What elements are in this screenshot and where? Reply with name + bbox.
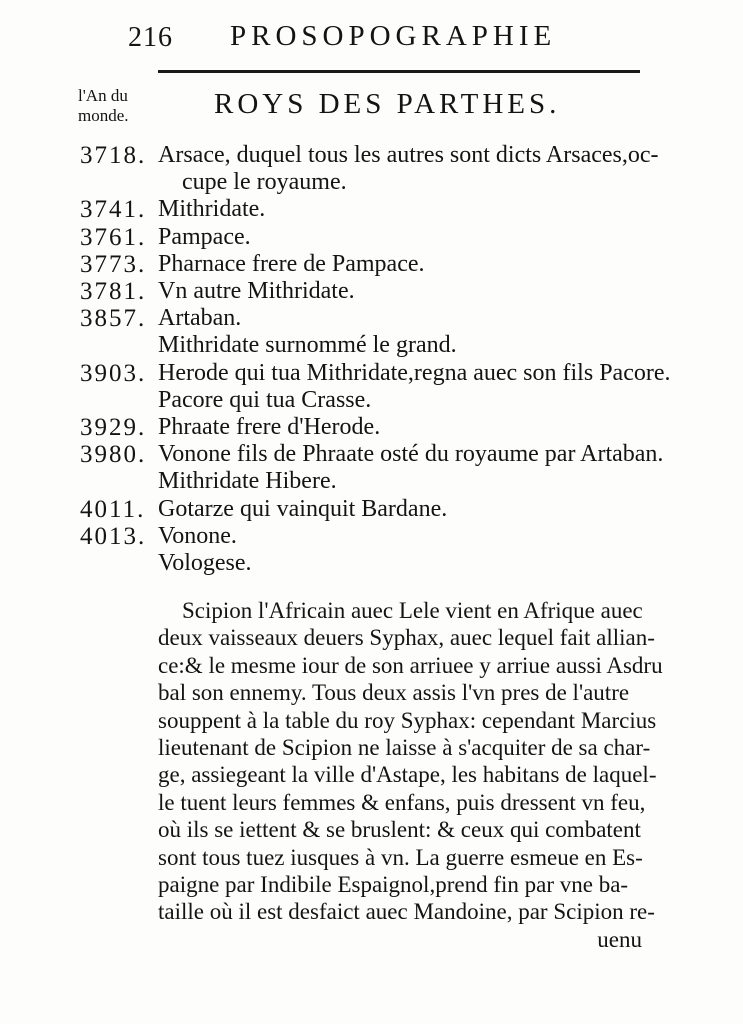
year-label: 3718. [80, 142, 147, 169]
entry-text: Vonone. [158, 522, 237, 549]
catchword: uenu [597, 926, 642, 952]
header-rule [158, 70, 640, 73]
paragraph-line: bal son ennemy. Tous deux assis l'vn pres de l'autre [158, 680, 630, 706]
paragraph-line: ge, assiegeant la ville d'Astape, les habitans de laquel- [158, 762, 657, 788]
chronology-row [0, 332, 743, 360]
paragraph-line: ce:& le mesme iour de son arriuee y arriue aussi Asdru [158, 652, 663, 678]
chronology-row [0, 251, 743, 279]
chronology-row [0, 441, 743, 469]
chronology-row [0, 387, 743, 415]
chronology-row [0, 224, 743, 252]
entry-text: Vonone fils de Phraate osté du royaume par Artaban. [158, 441, 664, 468]
chronology-row [0, 523, 743, 551]
margin-note-line: monde. [78, 106, 129, 125]
entry-text: cupe le royaume. [182, 169, 347, 196]
page-number: 216 [128, 22, 173, 53]
chronology-row [0, 550, 743, 578]
paragraph-line: paigne par Indibile Espaignol,prend fin par vne ba- [158, 872, 629, 897]
paragraph-line: taille où il est desfaict auec Mandoine, par Scipion re- [158, 899, 655, 925]
chronology-row [0, 414, 743, 442]
entry-text: Arsace, duquel tous les autres sont dicts Arsaces,oc- [158, 142, 659, 168]
entry-text: Pampace. [158, 223, 251, 250]
chronology-row [0, 360, 743, 388]
running-title: PROSOPOGRAPHIE [230, 20, 557, 52]
chronology-row [0, 142, 743, 170]
paragraph-line: souppent à la table du roy Syphax: cependant Marcius [158, 707, 657, 733]
paragraph-line: le tuent leurs femmes & enfans, puis dressent vn feu, [158, 789, 646, 815]
entry-text: Phraate frere d'Herode. [158, 414, 381, 440]
year-label: 3903. [80, 359, 147, 387]
year-label: 4011. [80, 495, 146, 523]
year-label: 3980. [80, 441, 147, 469]
entry-text: Herode qui tua Mithridate,regna auec son fils Pacore. [158, 359, 671, 386]
entry-text: Pacore qui tua Crasse. [158, 386, 372, 413]
paragraph-line: sont tous tuez iusques à vn. La guerre esmeue en Es- [158, 844, 643, 870]
margin-note [78, 86, 158, 126]
running-head [0, 18, 743, 58]
year-label: 3929. [80, 414, 147, 441]
paragraph-line: deux vaisseaux deuers Syphax, auec lequel fait allian- [158, 625, 655, 651]
entry-text: Artaban. [158, 305, 242, 332]
paragraph-line: Scipion l'Africain auec Lele vient en Afrique auec [182, 598, 643, 623]
entry-text: Vn autre Mithridate. [158, 278, 355, 304]
year-label: 3781. [80, 278, 147, 305]
margin-note-line: l'An du [78, 86, 128, 105]
entry-text: Pharnace frere de Pampace. [158, 250, 425, 277]
entry-text: Mithridate Hibere. [158, 468, 337, 495]
year-label: 3857. [80, 305, 147, 333]
year-label: 3741. [80, 196, 147, 224]
section-title: ROYS DES PARTHES. [214, 88, 561, 120]
paragraph-line: lieutenant de Scipion ne laisse à s'acquiter de sa char- [158, 735, 651, 760]
chronology-row [0, 468, 743, 496]
entry-text: Gotarze qui vainquit Bardane. [158, 495, 448, 522]
chronology-row [0, 278, 743, 306]
year-label: 3761. [80, 223, 147, 251]
year-label: 4013. [80, 522, 147, 550]
entry-text: Vologese. [158, 550, 252, 576]
entry-text: Mithridate. [158, 196, 266, 223]
chronology-row [0, 196, 743, 224]
chronology-row [0, 305, 743, 333]
year-label: 3773. [80, 250, 147, 278]
entry-text: Mithridate surnommé le grand. [158, 332, 457, 359]
paragraph-line: où ils se iettent & se bruslent: & ceux qui combatent [158, 817, 641, 843]
chronology-row [0, 496, 743, 524]
chronology-row [0, 169, 743, 197]
